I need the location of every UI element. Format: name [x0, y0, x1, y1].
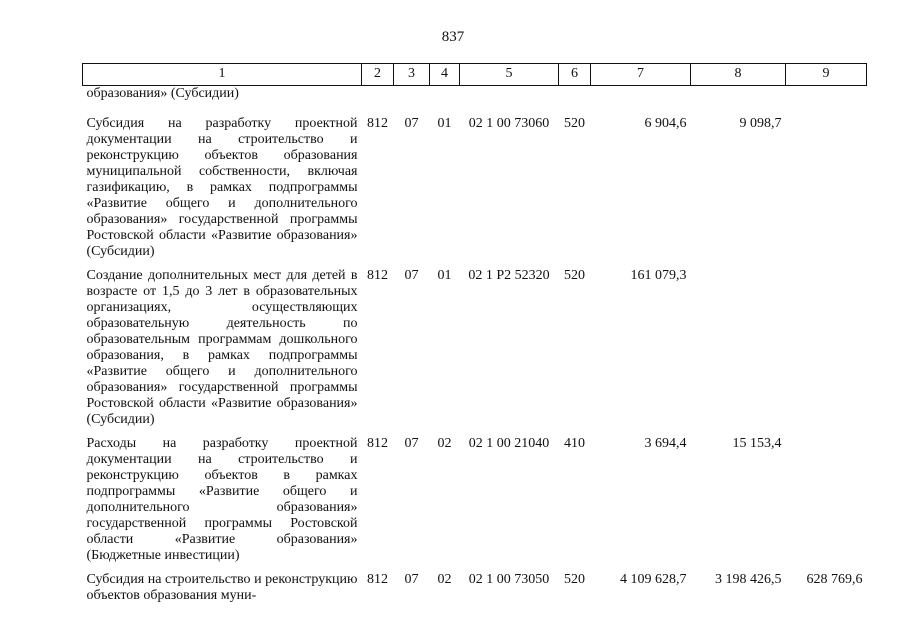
row-description: Субсидия на разработку проектной документации на строительство и реконструкцию объектов образования муниципальной собственности, включая газификацию, в рамках подпрограммы «Развитие общего и дополнительного образования» государственной программы Ростовской области «Развитие образования» (Субсидии) [86, 116, 358, 259]
row-subsection: 02 [437, 572, 452, 587]
continuation-empty [362, 86, 867, 117]
table-row [83, 268, 867, 436]
header-col-4: 4 [430, 64, 460, 86]
row-target-article: 02 1 P2 52320 [468, 268, 550, 283]
row-amount-1: 4 109 628,7 [620, 572, 687, 587]
header-col-5: 5 [460, 64, 559, 86]
header-col-3: 3 [394, 64, 430, 86]
budget-table [82, 63, 867, 612]
header-row [83, 64, 867, 86]
row-amount-1: 6 904,6 [644, 116, 687, 131]
row-amount-2 [691, 268, 786, 436]
row-ministry-code: 812 [367, 268, 388, 283]
row-expense-type: 520 [564, 116, 585, 131]
row-amount-3: 628 769,6 [806, 572, 863, 587]
row-description: Создание дополнительных мест для детей в возрасте от 1,5 до 3 лет в образовательных организациях, осуществляющих образовательную деятельность по образовательным программам дошкольного образования, в рамках подпрограммы «Развитие общего и дополнительного образования» государственной программы Ростовской области «Развитие образования» (Субсидии) [86, 268, 358, 427]
table-row [83, 572, 867, 612]
row-section: 07 [404, 116, 419, 131]
header-col-9: 9 [786, 64, 867, 86]
row-amount-1: 161 079,3 [630, 268, 687, 283]
row-subsection: 01 [437, 116, 452, 131]
row-section: 07 [404, 268, 419, 283]
header-col-1: 1 [83, 64, 362, 86]
row-target-article: 02 1 00 73060 [468, 116, 550, 131]
row-target-article: 02 1 00 73050 [468, 572, 550, 587]
header-col-7: 7 [591, 64, 691, 86]
row-description: Субсидия на строительство и реконструкцию объектов образования муни- [86, 572, 358, 603]
row-amount-3 [786, 268, 867, 436]
row-section: 07 [404, 572, 419, 587]
table-body [83, 86, 867, 613]
table-row [83, 116, 867, 268]
row-ministry-code: 812 [367, 572, 388, 587]
row-amount-3 [786, 436, 867, 572]
row-section: 07 [404, 436, 419, 451]
page-number: 837 [441, 29, 465, 45]
row-amount-1: 3 694,4 [644, 436, 687, 451]
row-amount-2: 3 198 426,5 [715, 572, 782, 587]
row-description: Расходы на разработку проектной документации на строительство и реконструкцию объектов в рамках подпрограммы «Развитие общего и дополнительного образования» государственной программы Ростовской области «Развитие образования» (Бюджетные инвестиции) [86, 436, 358, 563]
row-ministry-code: 812 [367, 436, 388, 451]
row-amount-2: 9 098,7 [739, 116, 782, 131]
row-subsection: 02 [437, 436, 452, 451]
row-amount-2: 15 153,4 [732, 436, 782, 451]
row-subsection: 01 [437, 268, 452, 283]
header-col-6: 6 [559, 64, 591, 86]
table-header [83, 64, 867, 86]
row-expense-type: 410 [564, 436, 585, 451]
header-col-8: 8 [691, 64, 786, 86]
row-expense-type: 520 [564, 572, 585, 587]
row-amount-3 [786, 116, 867, 268]
header-col-2: 2 [362, 64, 394, 86]
table-row [83, 436, 867, 572]
row-expense-type: 520 [564, 268, 585, 283]
row-target-article: 02 1 00 21040 [468, 436, 550, 451]
continuation-row [83, 86, 867, 117]
continuation-text: образования» (Субсидии) [86, 86, 239, 101]
row-ministry-code: 812 [367, 116, 388, 131]
